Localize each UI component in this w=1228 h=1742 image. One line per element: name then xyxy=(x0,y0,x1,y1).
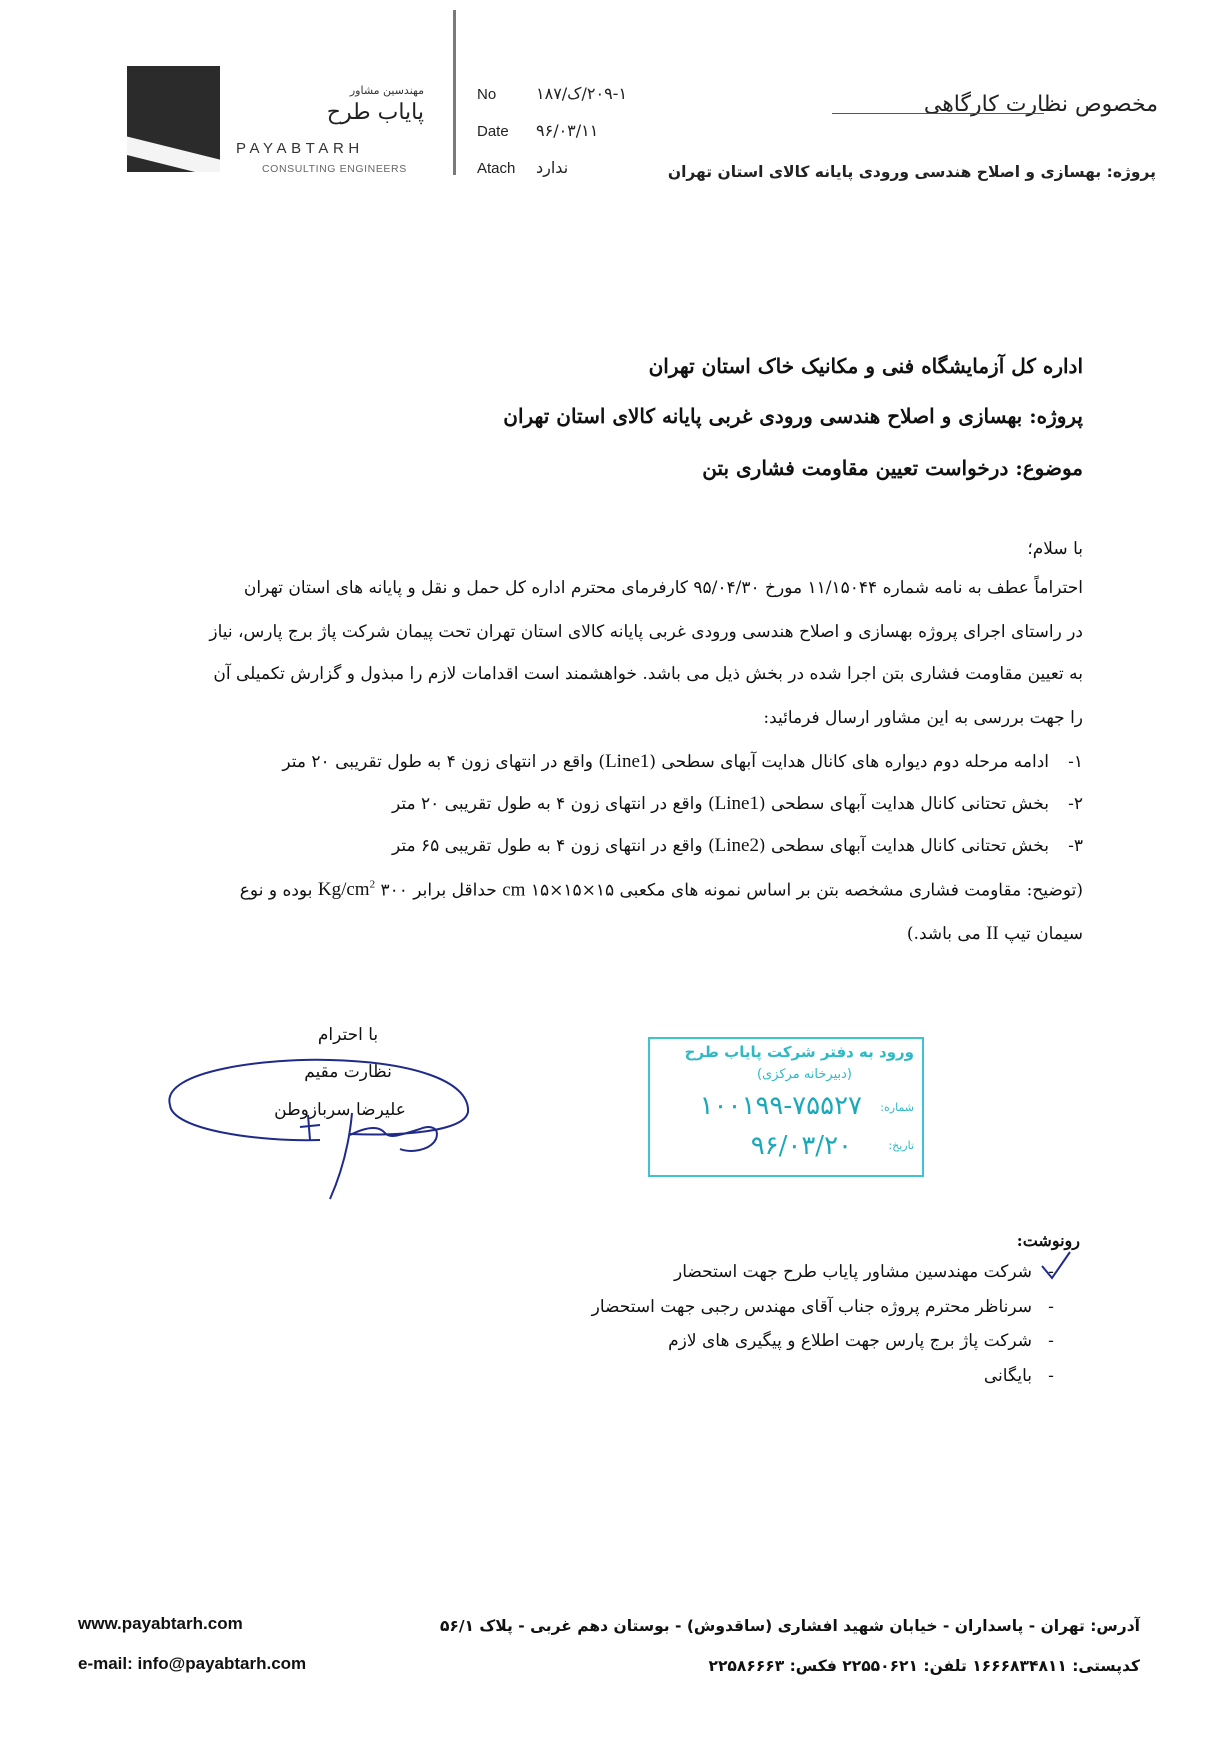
line-code: Line1 xyxy=(714,793,759,814)
list-item-text: ) واقع در انتهای زون ۴ به طول تقریبی ۲۰ متر xyxy=(282,752,606,772)
note-text: می باشد.) xyxy=(906,924,981,944)
unit-cm: cm xyxy=(502,879,526,901)
attachment-label: Atach xyxy=(477,160,516,177)
cc-title: رونوشت: xyxy=(1016,1231,1080,1250)
cc-dash: - xyxy=(1048,1297,1054,1317)
list-item xyxy=(392,794,1083,813)
cc-dash: - xyxy=(1048,1331,1054,1351)
footer-address: آدرس: تهران - پاسداران - خیابان شهید افشاری (ساقدوش) - بوستان دهم غربی - پلاک ۵۶/۱ xyxy=(439,1617,1140,1635)
cc-dash: - xyxy=(1048,1262,1054,1282)
stamp-title: ورود به دفتر شرکت پایاب طرح xyxy=(684,1043,914,1061)
cc-item-text: شرکت پاژ برج پارس جهت اطلاع و پیگیری های لازم xyxy=(668,1331,1032,1351)
cc-dash: - xyxy=(1048,1366,1054,1386)
cc-item xyxy=(668,1331,1070,1351)
stamp-number: ۱۰۰۱۹۹-۷۵۵۲۷ xyxy=(699,1091,862,1121)
cc-item xyxy=(592,1297,1070,1317)
letter-date-value: ۹۶/۰۳/۱۱ xyxy=(536,121,599,140)
list-item-number: ۲- xyxy=(1068,794,1083,814)
list-item-text: ادامه مرحله دوم دیواره های کانال هدایت آبهای سطحی ( xyxy=(649,752,1049,772)
private-title: مخصوص نظارت کارگاهی xyxy=(923,92,1158,117)
brand-persian-name: پایاب طرح xyxy=(326,100,424,125)
stamp-number-label: شماره: xyxy=(880,1101,914,1114)
line-code: Line2 xyxy=(714,835,759,856)
note-line xyxy=(240,880,1083,899)
footer-contact: کدپستی: ۱۶۶۶۸۳۴۸۱۱ تلفن: ۲۲۵۵۰۶۲۱ فکس: ۲۲۵۸۶۶۶۳ xyxy=(708,1657,1140,1675)
list-item xyxy=(282,752,1083,771)
project-header: پروژه: بهسازی و اصلاح هندسی ورودی پایانه کالای استان تهران xyxy=(667,163,1156,181)
cc-item-text: سرناظر محترم پروژه جناب آقای مهندس رجبی جهت استحضار xyxy=(591,1297,1032,1317)
list-item-text: ) واقع در انتهای زون ۴ به طول تقریبی ۲۰ متر xyxy=(391,794,715,814)
strength-value: ۳۰۰ xyxy=(380,880,408,901)
list-item-text: بخش تحتانی کانال هدایت آبهای سطحی ( xyxy=(758,794,1049,814)
cc-item xyxy=(984,1366,1070,1386)
signatory-title: نظارت مقیم xyxy=(304,1062,392,1082)
header-divider xyxy=(453,10,456,175)
note-text: حداقل برابر xyxy=(413,880,497,901)
brand-persian-subtitle: مهندسین مشاور xyxy=(349,84,424,97)
project-title: پروژه: بهسازی و اصلاح هندسی ورودی غربی پایانه کالای استان تهران xyxy=(503,404,1083,428)
footer-website[interactable]: www.payabtarh.com xyxy=(78,1614,243,1633)
line-code: Line1 xyxy=(605,751,650,772)
cc-item-text: بایگانی xyxy=(983,1366,1032,1386)
attachment-value: ندارد xyxy=(536,158,569,177)
subject: موضوع: درخواست تعیین مقاومت فشاری بتن xyxy=(702,456,1083,480)
footer-email[interactable]: e-mail: info@payabtarh.com xyxy=(78,1654,307,1673)
stamp-date: ۹۶/۰۳/۲۰ xyxy=(750,1131,852,1161)
greeting: با سلام؛ xyxy=(1027,539,1083,559)
note-text: بوده و نوع xyxy=(239,880,313,901)
recipient: اداره کل آزمایشگاه فنی و مکانیک خاک استان تهران xyxy=(648,354,1083,378)
paragraph-line: احتراماً عطف به نامه شماره ۱۱/۱۵۰۴۴ مورخ ۹۵/۰۴/۳۰ کارفرمای محترم اداره کل حمل و نقل و پایانه های استان تهران xyxy=(243,578,1083,598)
note-text: (توضیح: مقاومت فشاری مشخصه بتن بر اساس نمونه های مکعبی xyxy=(619,880,1083,901)
list-item-number: ۳- xyxy=(1068,836,1083,856)
signatory-name: علیرضا سربازوطن xyxy=(274,1100,406,1120)
handwritten-signature xyxy=(290,1105,450,1200)
closing: با احترام xyxy=(317,1025,379,1045)
list-item-text: بخش تحتانی کانال هدایت آبهای سطحی ( xyxy=(758,836,1049,856)
paragraph-line: را جهت بررسی به این مشاور ارسال فرمائید: xyxy=(763,708,1083,728)
note-line xyxy=(907,924,1083,943)
letter-number-label: No xyxy=(477,86,497,103)
paragraph-line: در راستای اجرای پروژه بهسازی و اصلاح هندسی ورودی غربی پایانه کالای استان تهران تحت پیمان شرکت پاژ برج پارس، نیاز xyxy=(209,622,1083,642)
cement-type: II xyxy=(986,923,999,944)
brand-english-name: PAYABTARH xyxy=(236,140,364,157)
cc-item-text: شرکت مهندسین مشاور پایاب طرح جهت استحضار xyxy=(674,1262,1032,1282)
stamp-subtitle: (دبیرخانه مرکزی) xyxy=(756,1067,852,1082)
private-title-underline xyxy=(832,113,1044,114)
cc-item xyxy=(674,1262,1070,1282)
company-logo xyxy=(127,66,220,172)
cube-dimensions: ۱۵×۱۵×۱۵ xyxy=(530,880,615,901)
letter-date-label: Date xyxy=(477,123,509,140)
brand-english-subtitle: CONSULTING ENGINEERS xyxy=(262,163,407,175)
stamp-date-label: تاریخ: xyxy=(888,1139,914,1152)
unit-kg-cm2: $Kg/cm^2$ xyxy=(317,879,376,901)
note-text: سیمان تیپ xyxy=(1004,924,1083,944)
logo-stripe xyxy=(127,134,220,172)
letter-number-value: ۲۰۹-۱/ک/۱۸۷ xyxy=(536,84,628,103)
paragraph-line: به تعیین مقاومت فشاری بتن اجرا شده در بخش ذیل می باشد. خواهشمند است اقدامات لازم را مبذول و گزارش تکمیلی آن xyxy=(213,664,1083,684)
registry-stamp xyxy=(648,1037,924,1177)
list-item xyxy=(392,836,1083,855)
list-item-text: ) واقع در انتهای زون ۴ به طول تقریبی ۶۵ متر xyxy=(391,836,715,856)
list-item-number: ۱- xyxy=(1068,752,1083,772)
